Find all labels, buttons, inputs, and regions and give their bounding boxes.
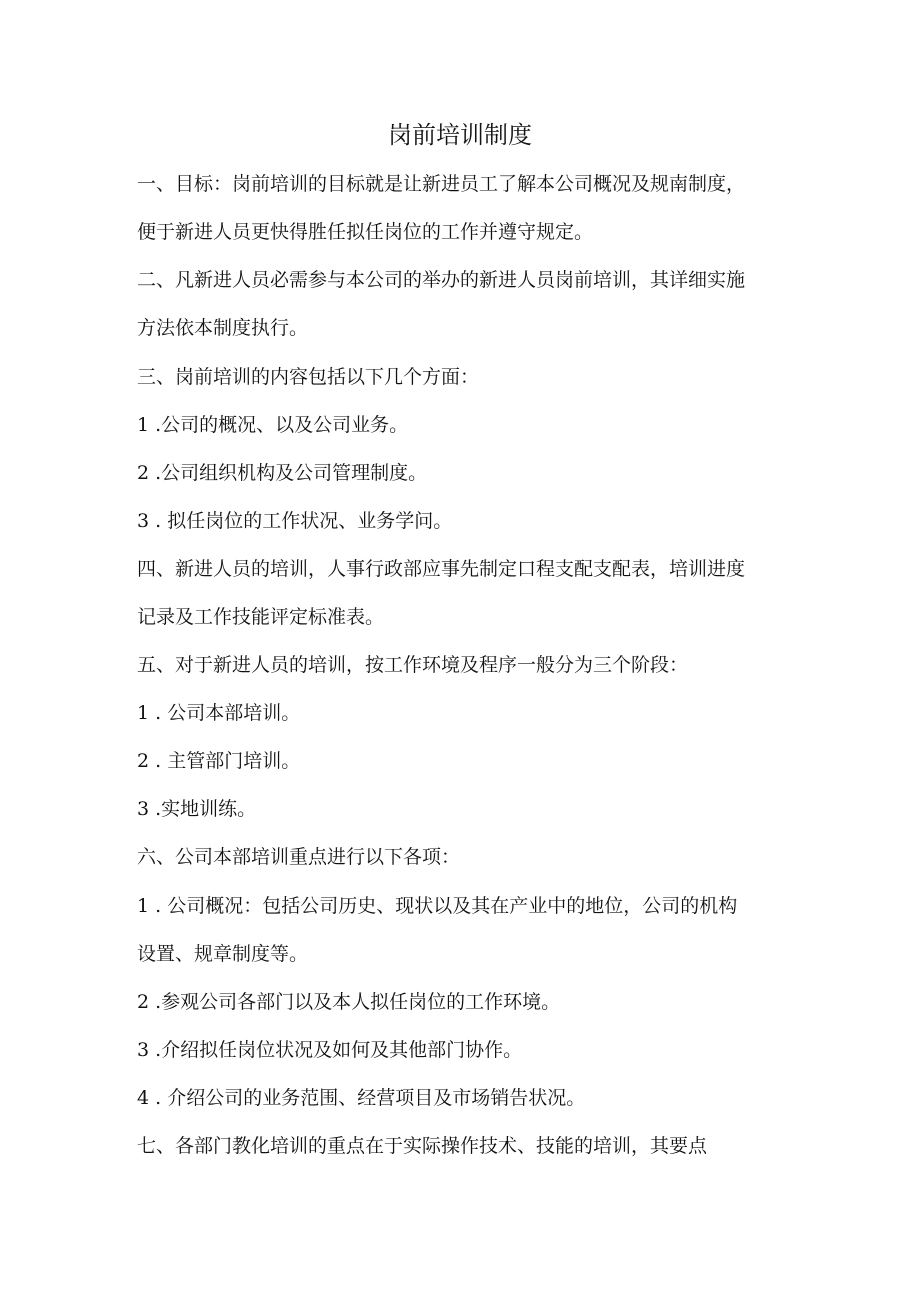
text-line-three-item-3: 3 . 拟任岗位的工作状况、业务学问。 <box>137 510 453 532</box>
text-line-six-item-1b: 设置、规章制度等。 <box>137 943 309 965</box>
text-line-two-1: 二、凡新进人员必需参与本公司的举办的新进人员岗前培训，其详细实施 <box>137 269 746 291</box>
text-line-six: 六、公司本部培训重点进行以下各项： <box>137 846 461 868</box>
text-line-two-2: 方法依本制度执行。 <box>137 317 309 339</box>
text-line-six-item-1a: 1 . 公司概况：包括公司历史、现状以及其在产业中的地位，公司的机构 <box>137 895 738 917</box>
text-line-three-item-1: 1 .公司的概况、以及公司业务。 <box>137 414 409 436</box>
text-line-six-item-2: 2 .参观公司各部门以及本人拟任岗位的工作环境。 <box>137 991 561 1013</box>
text-line-three: 三、岗前培训的内容包括以下几个方面： <box>137 366 480 388</box>
text-line-goal-1: 一、目标：岗前培训的目标就是让新进员工了解本公司概况及规南制度， <box>137 173 746 195</box>
text-line-seven: 七、各部门教化培训的重点在于实际操作技术、技能的培训，其要点 <box>137 1135 708 1157</box>
text-line-five-item-1: 1 . 公司本部培训。 <box>137 702 301 724</box>
text-line-six-item-4: 4 . 介绍公司的业务范围、经营项目及市场销告状况。 <box>137 1087 586 1109</box>
text-line-four-2: 记录及工作技能评定标准表。 <box>137 606 385 628</box>
text-line-six-item-3: 3 .介绍拟任岗位状况及如何及其他部门协作。 <box>137 1039 523 1061</box>
text-line-five: 五、对于新进人员的培训，按工作环境及程序一般分为三个阶段： <box>137 654 689 676</box>
text-line-five-item-3: 3 .实地训练。 <box>137 798 257 820</box>
text-line-goal-2: 便于新进人员更快得胜任拟任岗位的工作并遵守规定。 <box>137 221 594 243</box>
text-line-five-item-2: 2 . 主管部门培训。 <box>137 750 301 772</box>
text-line-four-1: 四、新进人员的培训，人事行政部应事先制定口程支配支配表，培训进度 <box>137 558 746 580</box>
text-line-three-item-2: 2 .公司组织机构及公司管理制度。 <box>137 462 428 484</box>
document-title: 岗前培训制度 <box>388 121 532 149</box>
